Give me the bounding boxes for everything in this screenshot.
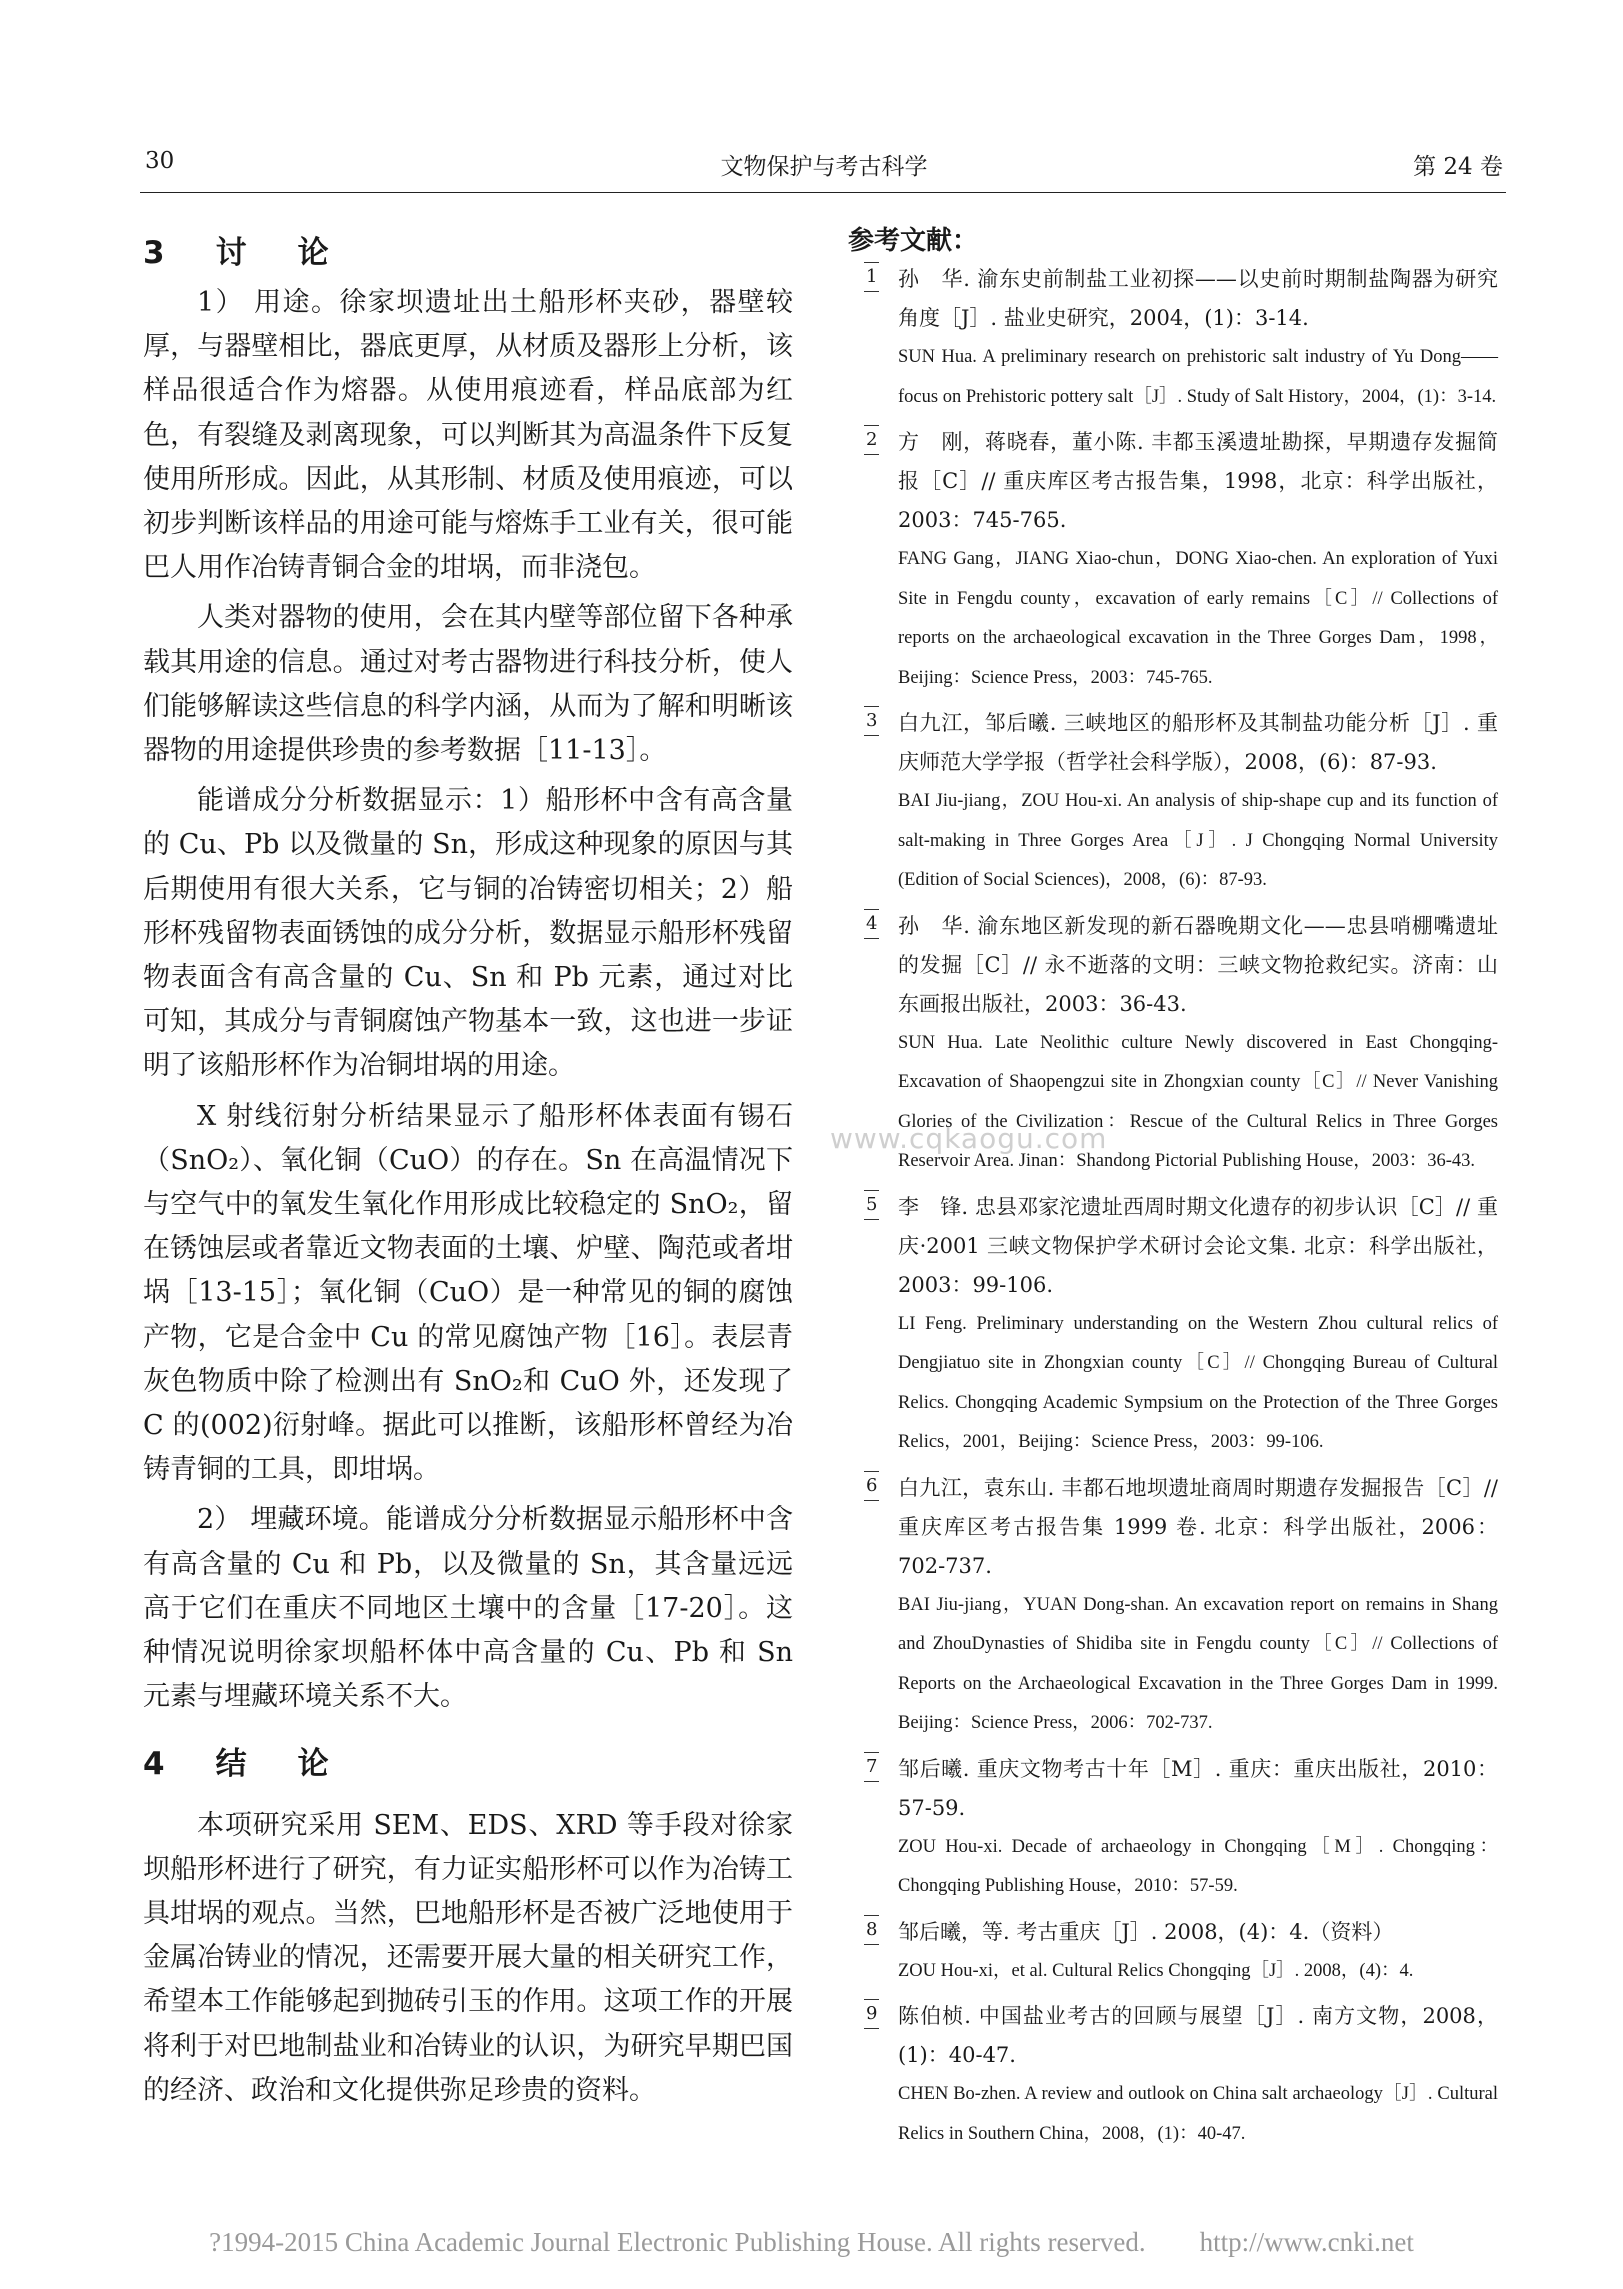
journal-title: 文物保护与考古科学 [720, 154, 928, 180]
reference-item [848, 260, 1498, 417]
reference-chinese: 孙 华. 渝东史前制盐工业初探——以史前时期制盐陶器为研究角度［J］. 盐业史研究，2004，(1)：3-14. [898, 267, 1498, 330]
reference-english: CHEN Bo-zhen. A review and outlook on China salt archaeology［J］. Cultural Relics in Southern China，2008，(1)：40-47. [898, 2084, 1498, 2144]
paragraph-burial-environment: 2） 埋藏环境。能谱成分分析数据显示船形杯中含有高含量的 Cu 和 Pb，以及微量的 Sn，其含量远远高于它们在重庆不同地区土壤中的含量［17-20］。这种情况说明徐家坝船杯体中高含量的 Cu、Pb 和 Sn 元素与埋藏环境关系不大。 [143, 1504, 793, 1713]
reference-chinese: 邹后曦，等. 考古重庆［J］. 2008，(4)：4.（资料） [898, 1919, 1394, 1944]
section-heading-conclusion: 4 结 论 [143, 1745, 339, 1782]
reference-chinese: 邹后曦. 重庆文物考古十年［M］. 重庆：重庆出版社，2010：57-59. [898, 1756, 1498, 1820]
reference-number: 8 [864, 1915, 879, 1945]
reference-chinese: 白九江，邹后曦. 三峡地区的船形杯及其制盐功能分析［J］. 重庆师范大学学报（哲学社会科学版），2008，(6)：87-93. [898, 711, 1498, 774]
reference-chinese: 李 锋. 忠县邓家沱遗址西周时期文化遗存的初步认识［C］// 重庆·2001 三峡文物保护学术研讨会论文集. 北京：科学出版社，2003：99-106. [898, 1194, 1498, 1297]
paragraph-usage: 1） 用途。徐家坝遗址出土船形杯夹砂，器壁较厚，与器壁相比，器底更厚，从材质及器形上分析，该样品很适合作为熔器。从使用痕迹看，样品底部为红色，有裂缝及剥离现象，可以判断其为高温条件下反复使用所形成。因此，从其形制、材质及使用痕迹，可以初步判断该样品的用途可能与熔炼手工业有关，很可能巴人用作冶铸青铜合金的坩埚，而非浇包。 [143, 287, 793, 584]
reference-number: 4 [864, 909, 879, 939]
reference-english: ZOU Hou-xi，et al. Cultural Relics Chongqing［J］. 2008，(4)：4. [898, 1960, 1414, 1981]
reference-number: 6 [864, 1471, 879, 1501]
reference-item [848, 704, 1498, 901]
reference-number: 5 [864, 1190, 879, 1220]
reference-item [848, 1750, 1498, 1907]
reference-english: SUN Hua. Late Neolithic culture Newly discovered in East Chongqing-Excavation of Shaopengzui site in Zhongxian county［C］// Never Vanishing Glories of the Civilization：Rescue of the Cultural Relics in Three Gorges Reservoir Area. Jinan：Shandong Pictorial Publishing House，2003：36-43. [898, 1032, 1498, 1171]
reference-number: 3 [864, 706, 879, 736]
reference-english: BAI Jiu-jiang，ZOU Hou-xi. An analysis of ship-shape cup and its function of salt-making in Three Gorges Area［J］. J Chongqing Normal University (Edition of Social Sciences)，2008，(6)：87-93. [898, 791, 1498, 890]
paragraph-xrd-analysis: X 射线衍射分析结果显示了船形杯体表面有锡石（SnO₂）、氧化铜（CuO）的存在。Sn 在高温情况下与空气中的氧发生氧化作用形成比较稳定的 SnO₂，留在锈蚀层或者靠近文物表面的土壤、炉壁、陶范或者坩埚［13-15］；氧化铜（CuO）是一种常见的铜的腐蚀产物，它是合金中 Cu 的常见腐蚀产物［16］。表层青灰色物质中除了检测出有 SnO₂和 CuO 外，还发现了 C 的(002)衍射峰。据此可以推断，该船形杯曾经为冶铸青铜的工具，即坩埚。 [143, 1100, 793, 1486]
references-column [848, 222, 1498, 2160]
paragraph-conclusion: 本项研究采用 SEM、EDS、XRD 等手段对徐家坝船形杯进行了研究，有力证实船形杯可以作为冶铸工具坩埚的观点。当然，巴地船形杯是否被广泛地使用于金属冶铸业的情况，还需要开展大量的相关研究工作，希望本工作能够起到抛砖引玉的作用。这项工作的开展将利于对巴地制盐业和冶铸业的认识，为研究早期巴国的经济、政治和文化提供弥足珍贵的资料。 [143, 1809, 793, 2106]
header-divider [140, 192, 1506, 193]
page-header [145, 148, 1503, 188]
reference-chinese: 白九江，袁东山. 丰都石地坝遗址商周时期遗存发掘报告［C］// 重庆库区考古报告集 1999 卷. 北京：科学出版社，2006：702-737. [898, 1475, 1498, 1578]
reference-number: 9 [864, 1999, 879, 2029]
reference-chinese: 方 刚，蒋晓春，董小陈. 丰都玉溪遗址勘探，早期遗存发掘简报［C］// 重庆库区考古报告集，1998，北京：科学出版社，2003：745-765. [898, 430, 1498, 532]
references-title: 参考文献： [848, 226, 979, 256]
paragraph-artifact-use: 人类对器物的使用，会在其内壁等部位留下各种承载其用途的信息。通过对考古器物进行科技分析，使人们能够解读这些信息的科学内涵，从而为了解和明晰该器物的用途提供珍贵的参考数据［11-13］。 [143, 602, 793, 767]
left-column [143, 225, 793, 2113]
reference-english: LI Feng. Preliminary understanding on the Western Zhou cultural relics of Dengjiatuo site in Zhongxian county［C］// Chongqing Bureau of Cultural Relics. Chongqing Academic Sympsium on the Protection of the Three Gorges Relics，2001，Beijing：Science Press，2003：99-106. [898, 1313, 1498, 1452]
reference-chinese: 孙 华. 渝东地区新发现的新石器晚期文化——忠县哨棚嘴遗址的发掘［C］// 永不逝落的文明：三峡文物抢救纪实。济南：山东画报出版社，2003：36-43. [898, 913, 1498, 1016]
section-heading-discussion: 3 讨 论 [143, 235, 339, 271]
watermark: www.cqkaogu.com [830, 1122, 1108, 1155]
copyright-footer: ?1994-2015 China Academic Journal Electronic Publishing House. All rights reserved. http://www.cnki.net [209, 2227, 1414, 2257]
reference-item [848, 1188, 1498, 1463]
reference-item [848, 423, 1498, 698]
page-number: 30 [145, 148, 175, 174]
reference-chinese: 陈伯桢. 中国盐业考古的回顾与展望［J］. 南方文物，2008，(1)：40-47. [898, 2004, 1498, 2067]
paragraph-eds-analysis: 能谱成分分析数据显示：1）船形杯中含有高含量的 Cu、Pb 以及微量的 Sn，形成这种现象的原因与其后期使用有很大关系，它与铜的冶铸密切相关；2）船形杯残留物表面锈蚀的成分分析，数据显示船形杯残留物表面含有高含量的 Cu、Sn 和 Pb 元素，通过对比可知，其成分与青铜腐蚀产物基本一致，这也进一步证明了该船形杯作为冶铜坩埚的用途。 [143, 785, 793, 1082]
reference-english: BAI Jiu-jiang，YUAN Dong-shan. An excavation report on remains in Shang and ZhouDynasties of Shidiba site in Fengdu county［C］// Collections of Reports on the Archaeological Excavation in the Three Gorges Dam in 1999. Beijing：Science Press，2006：702-737. [898, 1594, 1498, 1733]
reference-number: 2 [864, 425, 879, 455]
reference-english: SUN Hua. A preliminary research on prehistoric salt industry of Yu Dong——focus on Prehistoric pottery salt［J］. Study of Salt History，2004，(1)：3-14. [898, 347, 1498, 407]
reference-number: 7 [864, 1752, 879, 1782]
reference-item [848, 1913, 1498, 1992]
reference-item [848, 1997, 1498, 2154]
volume-label: 第 24 卷 [1413, 154, 1503, 180]
reference-number: 1 [864, 262, 879, 292]
reference-item [848, 1469, 1498, 1744]
reference-english: FANG Gang，JIANG Xiao-chun，DONG Xiao-chen. An exploration of Yuxi Site in Fengdu county，excavation of early remains［C］// Collections of reports on the archaeological excavation in the Three Gorges Dam，1998，Beijing：Science Press，2003：745-765. [898, 549, 1498, 688]
reference-english: ZOU Hou-xi. Decade of archaeology in Chongqing［M］. Chongqing：Chongqing Publishing House，2010：57-59. [898, 1836, 1498, 1896]
